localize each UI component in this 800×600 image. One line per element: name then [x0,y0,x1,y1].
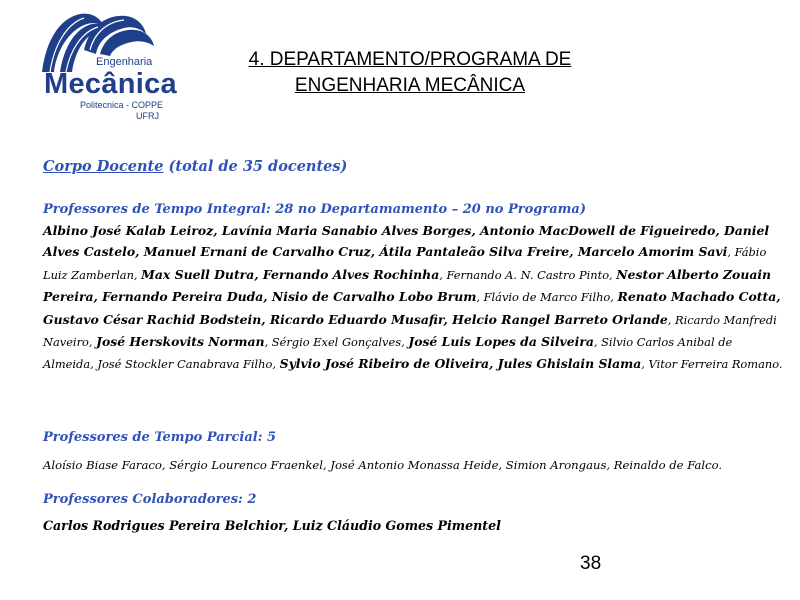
professor-name-segment: , Fábio Luiz Zamberlan, [43,245,767,282]
colaboradores-heading: Professores Colaboradores: 2 [43,492,257,507]
professor-name-segment: , Silvio Carlos Anibal de Almeida, José Stockler Canabrava Filho, [43,335,733,372]
title-line-1: 4. DEPARTAMENTO/PROGRAMA DE [248,49,572,70]
professor-name-segment: , Flávio de Marco Filho, [476,290,618,305]
professor-name-segment: Sylvio José Ribeiro de Oliveira, Jules Ghislain Slama [279,356,642,372]
corpo-docente-heading [43,158,347,175]
professor-name-segment: , Sérgio Exel Gonçalves, [264,335,409,350]
logo-mecanica-text: Mecânica [44,68,177,100]
engenharia-mecanica-logo [38,10,177,122]
page-number: 38 [580,553,602,574]
colaboradores-list: Carlos Rodrigues Pereira Belchior, Luiz Cláudio Gomes Pimentel [43,518,501,533]
tempo-parcial-heading: Professores de Tempo Parcial: 5 [43,430,277,445]
tempo-parcial-list: Aloísio Biase Faraco, Sérgio Lourenco Fraenkel, José Antonio Monassa Heide, Simion Arongaus, Reinaldo de Falco. [43,458,723,472]
logo-engenharia-text: Engenharia [96,56,153,68]
professor-name-segment: Albino José Kalab Leiroz, Lavínia Maria Sanabio Alves Borges, Antonio MacDowell de Figueiredo, Daniel Alves Castelo, Manuel Ernani de Carvalho Cruz, Átila Pantaleão Silva Freire, Marcelo Amorim Savi [43,223,770,260]
professor-name-segment: , Fernando A. N. Castro Pinto, [439,267,617,282]
professor-name-segment: José Luis Lopes da Silveira [408,334,594,350]
professor-name-segment: Renato Machado Cotta, Gustavo César Rachid Bodstein, Ricardo Eduardo Musafir, Helcio Rangel Barreto Orlande [43,289,781,327]
professor-name-segment: , Vitor Ferreira Romano. [641,357,783,372]
tempo-integral-list [43,220,783,376]
professor-name-segment: , Ricardo Manfredi Naveiro, [43,312,777,350]
corpo-docente-link[interactable]: Corpo Docente [43,158,164,175]
professor-name-segment: Max Suell Dutra, Fernando Alves Rochinha [141,266,440,282]
professor-name-segment: Nestor Alberto Zouain Pereira, Fernando Pereira Duda, Nisio de Carvalho Lobo Brum [43,266,772,305]
title-line-2: ENGENHARIA MECÂNICA [294,75,526,96]
logo-politecnica-text: Politecnica - COPPE [80,100,164,110]
tempo-integral-heading: Professores de Tempo Integral: 28 no Departamamento – 20 no Programa) [43,202,586,217]
corpo-docente-total: (total de 35 docentes) [163,158,348,175]
slide-title [200,47,620,99]
logo-ufrj-text: UFRJ [136,111,159,121]
professor-name-segment: José Herskovits Norman [96,334,265,350]
